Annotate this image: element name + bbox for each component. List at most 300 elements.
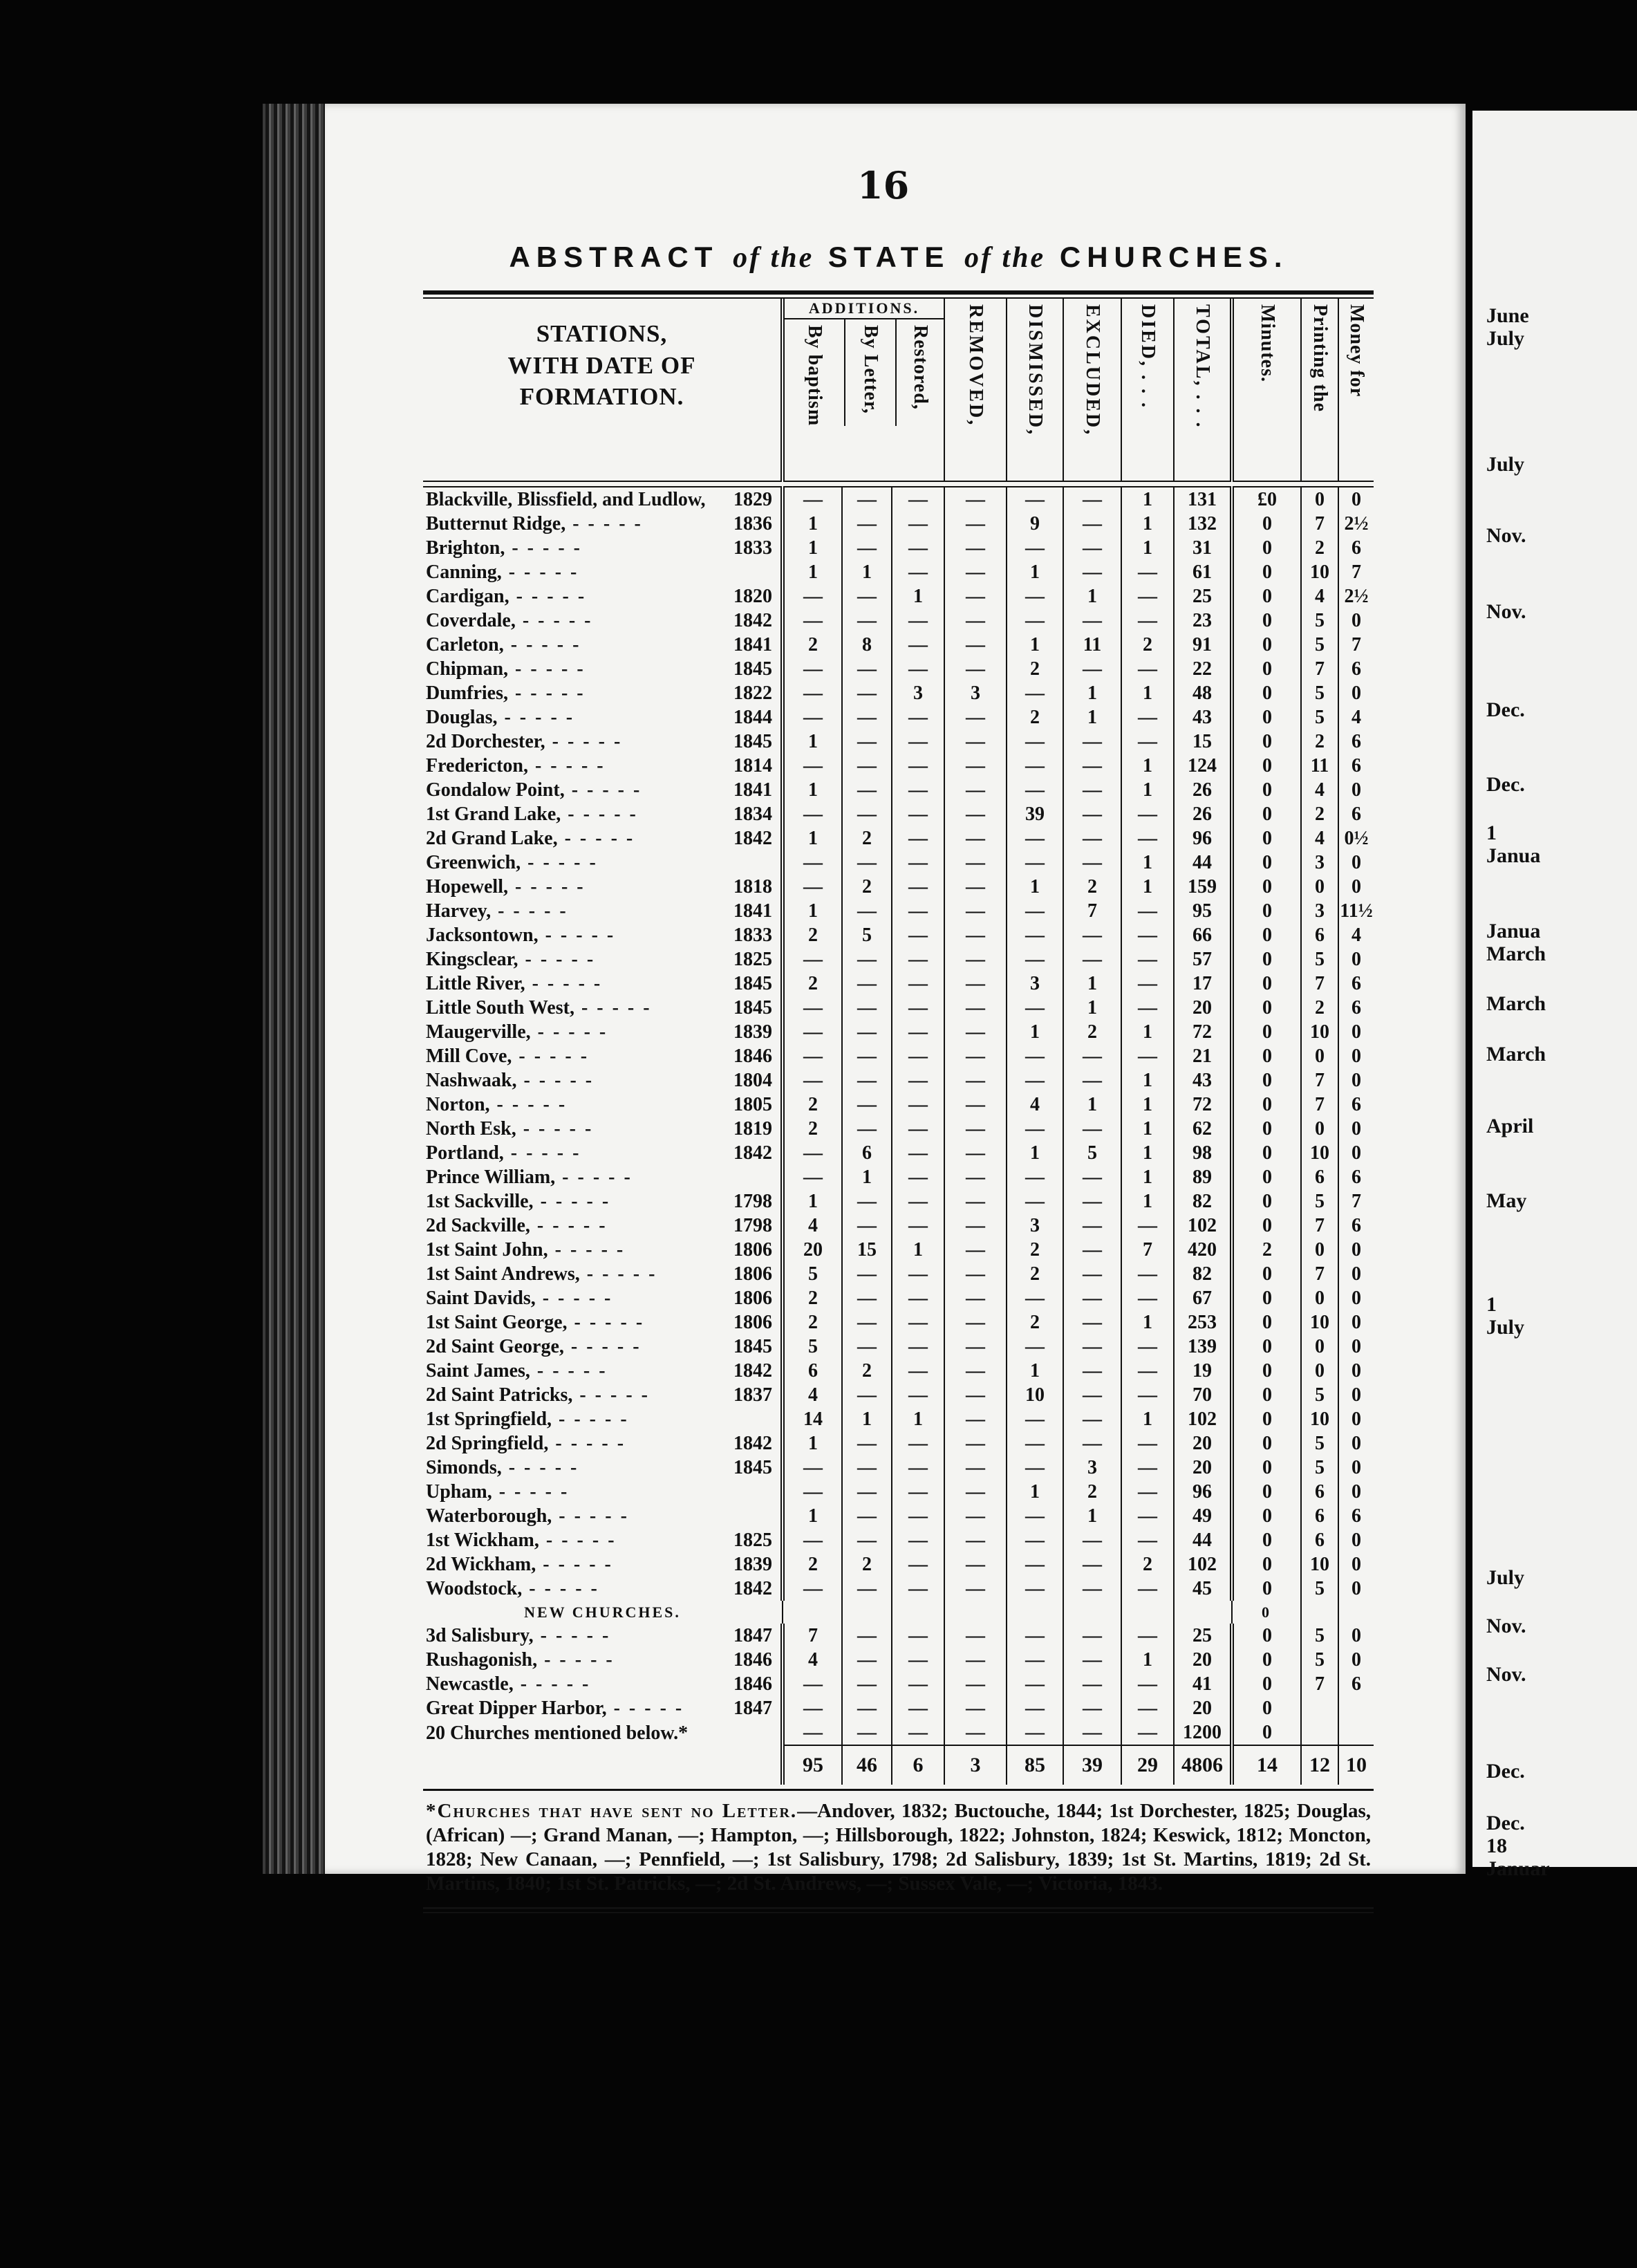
right-page-date-fragment: March bbox=[1486, 992, 1546, 1015]
station-cell bbox=[423, 1286, 783, 1310]
value-cell: — bbox=[1121, 1431, 1174, 1456]
value-cell: — bbox=[783, 584, 842, 608]
value-cell: 20 bbox=[1174, 1696, 1232, 1720]
station-name: 1st Saint Andrews, bbox=[426, 1263, 580, 1285]
leader-dots: - - - - - bbox=[505, 537, 582, 559]
leader-dots: - - - - - bbox=[503, 634, 581, 656]
leader-dots: - - - - - bbox=[557, 828, 635, 849]
value-cell: — bbox=[1063, 1214, 1121, 1238]
leader-dots: - - - - - bbox=[509, 586, 587, 607]
value-cell: 0 bbox=[1232, 923, 1301, 947]
value-cell: — bbox=[842, 657, 892, 681]
value-cell: — bbox=[892, 1528, 944, 1552]
station-name: Rushagonish, bbox=[426, 1649, 538, 1671]
table-row bbox=[423, 1528, 1374, 1552]
value-cell: 17 bbox=[1174, 972, 1232, 996]
value-cell: 7 bbox=[1338, 633, 1374, 657]
value-cell: 6 bbox=[1338, 996, 1374, 1020]
value-cell: — bbox=[842, 1335, 892, 1359]
value-cell: 8 bbox=[842, 633, 892, 657]
formation-year: 1829 bbox=[733, 489, 772, 510]
value-cell: 6 bbox=[1338, 729, 1374, 754]
value-cell: 1 bbox=[1121, 487, 1174, 512]
value-cell: 2 bbox=[842, 875, 892, 899]
value-cell: — bbox=[1007, 584, 1063, 608]
table-row bbox=[423, 681, 1374, 705]
value-cell: — bbox=[842, 1577, 892, 1601]
leader-dots: - - - - - bbox=[516, 1118, 594, 1140]
station-name: Coverdale, bbox=[426, 610, 516, 631]
value-cell: 1 bbox=[1121, 1068, 1174, 1093]
value-cell: — bbox=[1007, 1648, 1063, 1672]
value-cell: 72 bbox=[1174, 1093, 1232, 1117]
value-cell: — bbox=[1063, 729, 1121, 754]
value-cell: 10 bbox=[1301, 560, 1338, 584]
station-cell bbox=[423, 729, 783, 754]
value-cell: 0 bbox=[1338, 1286, 1374, 1310]
station-cell bbox=[423, 1480, 783, 1504]
value-cell: — bbox=[783, 1020, 842, 1044]
value-cell: 57 bbox=[1174, 947, 1232, 972]
value-cell: — bbox=[1063, 1165, 1121, 1189]
value-cell: — bbox=[842, 1286, 892, 1310]
value-cell: — bbox=[1063, 947, 1121, 972]
totals-label-cell bbox=[423, 1745, 783, 1785]
value-cell: 1 bbox=[1063, 972, 1121, 996]
value-cell: — bbox=[1007, 1431, 1063, 1456]
value-cell: 0 bbox=[1301, 1117, 1338, 1141]
value-cell: — bbox=[892, 1020, 944, 1044]
station-name: Dumfries, bbox=[426, 682, 508, 704]
value-cell: — bbox=[842, 1020, 892, 1044]
right-page-date-fragment: Nov. bbox=[1486, 524, 1526, 547]
value-cell: 5 bbox=[1301, 1648, 1338, 1672]
value-cell: 0 bbox=[1338, 1480, 1374, 1504]
total-value-cell: 39 bbox=[1063, 1745, 1121, 1785]
table-row bbox=[423, 802, 1374, 826]
value-cell: — bbox=[944, 584, 1007, 608]
value-cell: — bbox=[842, 1117, 892, 1141]
value-cell: 48 bbox=[1174, 681, 1232, 705]
value-cell: 62 bbox=[1174, 1117, 1232, 1141]
value-cell: — bbox=[842, 1044, 892, 1068]
value-cell: 4 bbox=[783, 1214, 842, 1238]
value-cell: — bbox=[1063, 1577, 1121, 1601]
value-cell: 4 bbox=[783, 1648, 842, 1672]
leader-dots: - - - - - bbox=[567, 1312, 645, 1333]
value-cell: — bbox=[842, 487, 892, 512]
value-cell: 0 bbox=[1232, 826, 1301, 850]
formation-year: 1798 bbox=[733, 1215, 772, 1236]
value-cell: — bbox=[944, 1068, 1007, 1093]
value-cell: — bbox=[1121, 1577, 1174, 1601]
value-cell: 420 bbox=[1174, 1238, 1232, 1262]
stations-header-line: WITH DATE OF bbox=[507, 351, 696, 379]
value-cell: — bbox=[892, 1552, 944, 1577]
leader-dots: - - - - - bbox=[503, 1142, 581, 1164]
value-cell: 2 bbox=[1121, 633, 1174, 657]
value-cell: 1 bbox=[1121, 1117, 1174, 1141]
new-churches-label: NEW CHURCHES. bbox=[524, 1604, 681, 1621]
table-row bbox=[423, 1720, 1374, 1745]
value-cell: — bbox=[944, 633, 1007, 657]
value-cell: 0 bbox=[1338, 875, 1374, 899]
value-cell: 0 bbox=[1232, 729, 1301, 754]
station-cell bbox=[423, 1577, 783, 1601]
station-cell bbox=[423, 1310, 783, 1335]
table-row bbox=[423, 536, 1374, 560]
right-page-date-fragment: Dec. bbox=[1486, 773, 1525, 796]
leader-dots: - - - - - bbox=[565, 513, 643, 535]
value-cell: — bbox=[783, 802, 842, 826]
value-cell: 0 bbox=[1232, 1504, 1301, 1528]
leader-dots: - - - - - bbox=[501, 1457, 579, 1478]
value-cell: — bbox=[783, 1528, 842, 1552]
value-cell: 0 bbox=[1232, 512, 1301, 536]
value-cell: 1 bbox=[1063, 705, 1121, 729]
value-cell: — bbox=[944, 729, 1007, 754]
station-cell bbox=[423, 1117, 783, 1141]
value-cell: 0 bbox=[1338, 1141, 1374, 1165]
value-cell: — bbox=[1007, 778, 1063, 802]
value-cell: 0 bbox=[1338, 947, 1374, 972]
station-cell bbox=[423, 1407, 783, 1431]
value-cell: 131 bbox=[1174, 487, 1232, 512]
value-cell: — bbox=[892, 560, 944, 584]
value-cell: — bbox=[892, 947, 944, 972]
value-cell: 4 bbox=[1301, 778, 1338, 802]
value-cell: — bbox=[1007, 754, 1063, 778]
value-cell: 2 bbox=[1007, 657, 1063, 681]
value-cell: 1 bbox=[1007, 1141, 1063, 1165]
formation-year: 1845 bbox=[733, 997, 772, 1019]
value-cell: — bbox=[892, 487, 944, 512]
table-row bbox=[423, 1141, 1374, 1165]
value-cell: 1 bbox=[1007, 1020, 1063, 1044]
value-cell: — bbox=[842, 754, 892, 778]
value-cell: — bbox=[1121, 996, 1174, 1020]
value-cell: 0 bbox=[1232, 536, 1301, 560]
value-cell: 0½ bbox=[1338, 826, 1374, 850]
value-cell: 7 bbox=[1301, 1068, 1338, 1093]
formation-year: 1842 bbox=[733, 1433, 772, 1454]
station-cell bbox=[423, 681, 783, 705]
value-cell: 14 bbox=[783, 1407, 842, 1431]
value-cell: — bbox=[1063, 1310, 1121, 1335]
leader-dots: - - - - - bbox=[508, 658, 586, 680]
value-cell: — bbox=[1007, 1165, 1063, 1189]
leader-dots: - - - - - bbox=[497, 707, 575, 728]
value-cell: 6 bbox=[1338, 1672, 1374, 1696]
value-cell: — bbox=[842, 1528, 892, 1552]
value-cell: 20 bbox=[1174, 1648, 1232, 1672]
value-cell: — bbox=[892, 923, 944, 947]
value-cell: — bbox=[842, 681, 892, 705]
station-name: 2d Dorchester, bbox=[426, 731, 545, 752]
formation-year: 1846 bbox=[733, 1649, 772, 1671]
value-cell: 5 bbox=[1301, 1189, 1338, 1214]
formation-year: 1841 bbox=[733, 900, 772, 922]
value-cell: — bbox=[1063, 802, 1121, 826]
value-cell: 26 bbox=[1174, 778, 1232, 802]
value-cell: 0 bbox=[1232, 1624, 1301, 1648]
value-cell: — bbox=[842, 778, 892, 802]
leader-dots: - - - - - bbox=[508, 876, 586, 898]
value-cell: 1 bbox=[1063, 1504, 1121, 1528]
value-cell: 0 bbox=[1232, 1480, 1301, 1504]
formation-year: 1825 bbox=[733, 1530, 772, 1551]
station-name: Blackville, Blissfield, and Ludlow, bbox=[426, 489, 706, 510]
value-cell: — bbox=[1063, 778, 1121, 802]
totals-row bbox=[423, 1745, 1374, 1785]
value-cell: 0 bbox=[1232, 1117, 1301, 1141]
table-row bbox=[423, 1624, 1374, 1648]
value-cell: 1 bbox=[1121, 778, 1174, 802]
value-cell: 6 bbox=[1338, 536, 1374, 560]
station-name: Norton, bbox=[426, 1094, 490, 1115]
value-cell: — bbox=[892, 1696, 944, 1720]
value-cell: — bbox=[892, 1431, 944, 1456]
col-header-minutes: Minutes. bbox=[1257, 304, 1279, 382]
formation-year: 1842 bbox=[733, 1578, 772, 1599]
value-cell: — bbox=[892, 1214, 944, 1238]
value-cell: — bbox=[1007, 1696, 1063, 1720]
right-page-date-fragment: Janua March bbox=[1486, 920, 1546, 965]
station-name: Carleton, bbox=[426, 634, 504, 656]
value-cell: — bbox=[1007, 1407, 1063, 1431]
station-cell bbox=[423, 947, 783, 972]
value-cell: — bbox=[1063, 1044, 1121, 1068]
leader-dots: - - - - - bbox=[574, 997, 652, 1019]
value-cell: 2 bbox=[842, 826, 892, 850]
value-cell: 0 bbox=[1232, 1335, 1301, 1359]
table-row bbox=[423, 1335, 1374, 1359]
value-cell: 2 bbox=[842, 1552, 892, 1577]
value-cell: 2 bbox=[1232, 1238, 1301, 1262]
footnote bbox=[423, 1799, 1374, 1896]
value-cell: — bbox=[944, 1648, 1007, 1672]
value-cell: — bbox=[944, 1672, 1007, 1696]
value-cell: 1 bbox=[1063, 1093, 1121, 1117]
table-row bbox=[423, 1456, 1374, 1480]
table-row bbox=[423, 1093, 1374, 1117]
value-cell: — bbox=[944, 1238, 1007, 1262]
value-cell: — bbox=[892, 729, 944, 754]
value-cell: 0 bbox=[1338, 1335, 1374, 1359]
value-cell: 2 bbox=[1301, 802, 1338, 826]
station-cell bbox=[423, 584, 783, 608]
value-cell: 11 bbox=[1301, 754, 1338, 778]
value-cell: 1 bbox=[1121, 1020, 1174, 1044]
value-cell: — bbox=[1121, 608, 1174, 633]
value-cell: 20 bbox=[783, 1238, 842, 1262]
right-page-date-fragment: April bbox=[1486, 1115, 1534, 1137]
leader-dots: - - - - - bbox=[533, 1191, 611, 1212]
value-cell: — bbox=[842, 536, 892, 560]
value-cell: — bbox=[1121, 947, 1174, 972]
leader-dots: - - - - - bbox=[515, 610, 593, 631]
value-cell: 4 bbox=[1338, 923, 1374, 947]
value-cell: — bbox=[1007, 850, 1063, 875]
value-cell: 10 bbox=[1301, 1141, 1338, 1165]
col-header-minutes-cell bbox=[1232, 299, 1301, 481]
title-word: ABSTRACT bbox=[509, 241, 719, 273]
leader-dots: - - - - - bbox=[538, 924, 616, 946]
value-cell: 0 bbox=[1232, 875, 1301, 899]
value-cell: 2 bbox=[1063, 1480, 1121, 1504]
value-cell: 23 bbox=[1174, 608, 1232, 633]
station-name: Hopewell, bbox=[426, 876, 508, 898]
value-cell: 89 bbox=[1174, 1165, 1232, 1189]
formation-year: 1847 bbox=[733, 1698, 772, 1719]
value-cell: — bbox=[892, 705, 944, 729]
total-value-cell: 3 bbox=[944, 1745, 1007, 1785]
value-cell: 6 bbox=[1338, 972, 1374, 996]
station-name: Greenwich, bbox=[426, 852, 521, 873]
value-cell: — bbox=[1063, 754, 1121, 778]
new-churches-minutes-cell: 0 bbox=[1232, 1601, 1301, 1624]
value-cell: 1 bbox=[783, 826, 842, 850]
value-cell: — bbox=[1063, 1068, 1121, 1093]
value-cell: — bbox=[1063, 1359, 1121, 1383]
title-word: of the bbox=[733, 242, 814, 274]
station-cell bbox=[423, 1672, 783, 1696]
value-cell: 3 bbox=[1063, 1456, 1121, 1480]
value-cell: — bbox=[1063, 1238, 1121, 1262]
value-cell: — bbox=[892, 1335, 944, 1359]
value-cell: 0 bbox=[1232, 657, 1301, 681]
value-cell: 96 bbox=[1174, 826, 1232, 850]
value-cell: 5 bbox=[1301, 947, 1338, 972]
value-cell: 6 bbox=[783, 1359, 842, 1383]
header-separator bbox=[423, 481, 1374, 487]
value-cell: 1 bbox=[783, 1504, 842, 1528]
value-cell: 253 bbox=[1174, 1310, 1232, 1335]
value-cell: 6 bbox=[1338, 754, 1374, 778]
value-cell: 0 bbox=[1232, 1165, 1301, 1189]
value-cell: 1 bbox=[1007, 1480, 1063, 1504]
right-page-date-fragment: Dec. 18 Januar bbox=[1486, 1812, 1550, 1880]
abstract-table-wrap bbox=[423, 290, 1374, 1913]
value-cell: — bbox=[1007, 1552, 1063, 1577]
formation-year: 1845 bbox=[733, 1457, 772, 1478]
additions-header bbox=[783, 299, 944, 481]
title-word: CHURCHES. bbox=[1059, 241, 1289, 273]
value-cell: — bbox=[1063, 1552, 1121, 1577]
value-cell: 5 bbox=[1301, 1431, 1338, 1456]
value-cell: 1 bbox=[892, 1238, 944, 1262]
value-cell: 1 bbox=[1063, 996, 1121, 1020]
station-name: 1st Saint George, bbox=[426, 1312, 568, 1333]
value-cell: 0 bbox=[1232, 754, 1301, 778]
leader-dots: - - - - - bbox=[563, 1336, 642, 1357]
value-cell: — bbox=[1063, 536, 1121, 560]
table-row bbox=[423, 1165, 1374, 1189]
value-cell: 61 bbox=[1174, 560, 1232, 584]
value-cell: — bbox=[944, 1552, 1007, 1577]
value-cell: 5 bbox=[1063, 1141, 1121, 1165]
value-cell: 1 bbox=[783, 729, 842, 754]
value-cell: — bbox=[1121, 1504, 1174, 1528]
value-cell: 10 bbox=[1301, 1552, 1338, 1577]
page-number: 16 bbox=[857, 163, 910, 207]
table-row bbox=[423, 633, 1374, 657]
value-cell: 25 bbox=[1174, 584, 1232, 608]
value-cell: 0 bbox=[1338, 778, 1374, 802]
value-cell: 20 bbox=[1174, 996, 1232, 1020]
formation-year: 1845 bbox=[733, 658, 772, 680]
footnote-lead: *Churches that have sent no Letter. bbox=[426, 1800, 798, 1822]
formation-year: 1806 bbox=[733, 1312, 772, 1333]
leader-dots: - - - - - bbox=[513, 1673, 591, 1695]
value-cell: 1 bbox=[1121, 1407, 1174, 1431]
value-cell: — bbox=[783, 1480, 842, 1504]
new-churches-heading-row bbox=[423, 1601, 1374, 1624]
value-cell: 2 bbox=[1301, 536, 1338, 560]
value-cell: 6 bbox=[1301, 923, 1338, 947]
value-cell: — bbox=[842, 705, 892, 729]
value-cell: — bbox=[783, 1720, 842, 1745]
value-cell: — bbox=[1007, 947, 1063, 972]
table-row bbox=[423, 1117, 1374, 1141]
leader-dots: - - - - - bbox=[548, 1239, 626, 1261]
value-cell: 1 bbox=[1121, 536, 1174, 560]
station-name: Kingsclear, bbox=[426, 949, 518, 970]
station-cell bbox=[423, 560, 783, 584]
leader-dots: - - - - - bbox=[489, 1094, 568, 1115]
leader-dots: - - - - - bbox=[512, 1045, 590, 1067]
leader-dots: - - - - - bbox=[536, 1554, 613, 1575]
value-cell: — bbox=[944, 1262, 1007, 1286]
formation-year: 1842 bbox=[733, 828, 772, 849]
value-cell: — bbox=[1063, 608, 1121, 633]
value-cell: 0 bbox=[1338, 1577, 1374, 1601]
value-cell: — bbox=[892, 1141, 944, 1165]
leader-dots: - - - - - bbox=[552, 1409, 629, 1430]
value-cell: 0 bbox=[1232, 1020, 1301, 1044]
value-cell: 2 bbox=[1007, 1238, 1063, 1262]
right-page-date-fragment: July bbox=[1486, 1566, 1525, 1589]
value-cell: 3 bbox=[1007, 972, 1063, 996]
value-cell: 22 bbox=[1174, 657, 1232, 681]
station-cell bbox=[423, 1720, 783, 1745]
table-row bbox=[423, 1286, 1374, 1310]
value-cell: 2 bbox=[783, 923, 842, 947]
formation-year: 1819 bbox=[733, 1118, 772, 1140]
value-cell: 9 bbox=[1007, 512, 1063, 536]
value-cell: 0 bbox=[1232, 1431, 1301, 1456]
value-cell: — bbox=[944, 560, 1007, 584]
station-cell bbox=[423, 1214, 783, 1238]
value-cell: 2½ bbox=[1338, 584, 1374, 608]
table-row bbox=[423, 560, 1374, 584]
value-cell: 2 bbox=[783, 1093, 842, 1117]
footnote-text: —Andover, 1832; Buctouche, 1844; 1st Dorchester, 1825; Douglas, (African) —; Grand Manan, —; Hampton, —; Hillsborough, 1822; Johnston, 1824; Keswick, 1812; Moncton, 1828; New Canaan, —; Pennfield, —; 1st Salisbury, 1798; 2d Salisbury, 1839; 1st St. Martins, 1819; 2d St. Martins, 1840; 1st St. Patricks, —; 2d St. Andrews, —; Sussex Vale, —; Victoria, 1843. bbox=[426, 1800, 1371, 1895]
value-cell: 1 bbox=[783, 1189, 842, 1214]
right-page-date-fragment: Dec. bbox=[1486, 1760, 1525, 1783]
station-name: Simonds, bbox=[426, 1457, 502, 1478]
value-cell: 159 bbox=[1174, 875, 1232, 899]
station-cell bbox=[423, 487, 783, 512]
value-cell: — bbox=[1007, 681, 1063, 705]
table-row bbox=[423, 657, 1374, 681]
value-cell: — bbox=[842, 802, 892, 826]
value-cell: — bbox=[944, 536, 1007, 560]
value-cell: 1 bbox=[783, 778, 842, 802]
station-cell bbox=[423, 1044, 783, 1068]
formation-year: 1833 bbox=[733, 537, 772, 559]
formation-year: 1841 bbox=[733, 634, 772, 656]
